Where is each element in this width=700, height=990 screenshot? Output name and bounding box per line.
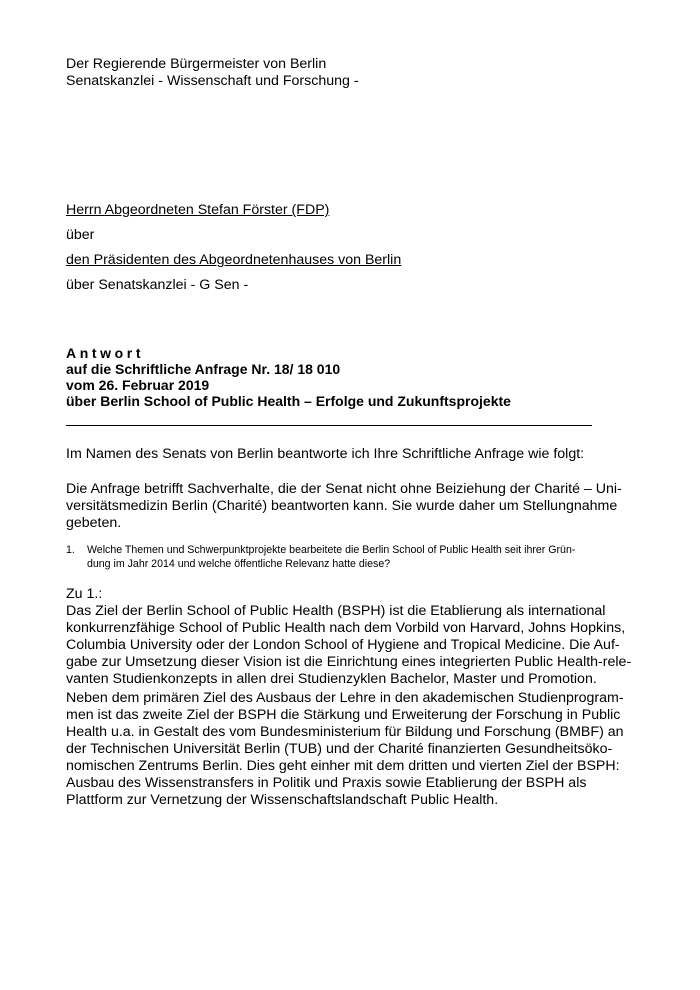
- recipient-line-1: Herrn Abgeordneten Stefan Förster (FDP): [66, 202, 330, 218]
- sender-line-1: Der Regierende Bürgermeister von Berlin: [66, 56, 327, 72]
- answer-header: [66, 345, 511, 409]
- answer-1-p2-line-4: der Technischen Universität Berlin (TUB) und der Charité finanzierten Gesundheitsöko-: [66, 741, 613, 757]
- answer-title: Antwort: [66, 345, 145, 361]
- preamble-line-1: Die Anfrage betrifft Sachverhalte, die der Senat nicht ohne Beiziehung der Charité – Uni-: [66, 481, 622, 497]
- answer-header-line-2: auf die Schriftliche Anfrage Nr. 18/ 18 010: [66, 361, 341, 377]
- answer-header-line-4: über Berlin School of Public Health – Erfolge und Zukunftsprojekte: [66, 393, 511, 409]
- question-1: [66, 543, 636, 571]
- header-divider: [66, 425, 592, 426]
- recipient-line-3: den Präsidenten des Abgeordnetenhauses von Berlin: [66, 252, 402, 268]
- preamble-line-3: gebeten.: [66, 515, 122, 531]
- sender-line-2: Senatskanzlei - Wissenschaft und Forschung -: [66, 73, 359, 89]
- answer-1-p2-line-5: nomischen Zentrums Berlin. Dies geht einher mit dem dritten und vierten Ziel der BSPH:: [66, 758, 620, 774]
- answer-1-p1-line-1: Das Ziel der Berlin School of Public Health (BSPH) ist die Etablierung als international: [66, 603, 606, 619]
- answer-1-paragraph-2: [66, 690, 632, 809]
- answer-1-p1-line-3: Columbia University oder der London School of Hygiene and Tropical Medicine. Die Auf-: [66, 637, 620, 653]
- answer-1-label: Zu 1.:: [66, 586, 103, 602]
- question-1-line-1: Welche Themen und Schwerpunktprojekte bearbeitete die Berlin School of Public Health seit ihrer Grün-: [87, 544, 576, 556]
- question-1-line-2: dung im Jahr 2014 und welche öffentliche Relevanz hatte diese?: [87, 558, 391, 570]
- preamble-line-2: versitätsmedizin Berlin (Charité) beantworten kann. Sie wurde daher um Stellungnahme: [66, 498, 618, 514]
- answer-1-p1-line-2: konkurrenzfähige School of Public Health nach dem Vorbild von Harvard, Johns Hopkins,: [66, 620, 626, 636]
- intro-paragraph: Im Namen des Senats von Berlin beantworte ich Ihre Schriftliche Anfrage wie folgt:: [66, 446, 585, 462]
- answer-1-p2-line-3: Health u.a. in Gestalt des vom Bundesministerium für Bildung und Forschung (BMBF) an: [66, 724, 624, 740]
- answer-1-p2-line-7: Plattform zur Vernetzung der Wissenschaftslandschaft Public Health.: [66, 792, 499, 808]
- answer-header-line-3: vom 26. Februar 2019: [66, 377, 210, 393]
- answer-1-paragraph-1: [66, 603, 632, 688]
- answer-1-p1-line-5: vanten Studienkonzepts in allen drei Studienzyklen Bachelor, Master und Promotion.: [66, 671, 597, 687]
- preamble-paragraph: [66, 481, 632, 532]
- answer-1-p2-line-1: Neben dem primären Ziel des Ausbaus der Lehre in den akademischen Studienprogram-: [66, 690, 624, 706]
- answer-1-p1-line-4: gabe zur Umsetzung dieser Vision ist die Einrichtung eines integrierten Public Health-rele-: [66, 654, 632, 670]
- recipient-block: [66, 202, 401, 302]
- recipient-line-4: über Senatskanzlei - G Sen -: [66, 277, 249, 293]
- answer-1-p2-line-6: Ausbau des Wissenstransfers in Politik und Praxis sowie Etablierung der BSPH als: [66, 775, 587, 791]
- question-1-number: 1.: [66, 544, 75, 556]
- sender-block: [66, 56, 359, 90]
- recipient-line-2: über: [66, 227, 95, 243]
- answer-1-p2-line-2: men ist das zweite Ziel der BSPH die Stärkung und Erweiterung der Forschung in Public: [66, 707, 621, 723]
